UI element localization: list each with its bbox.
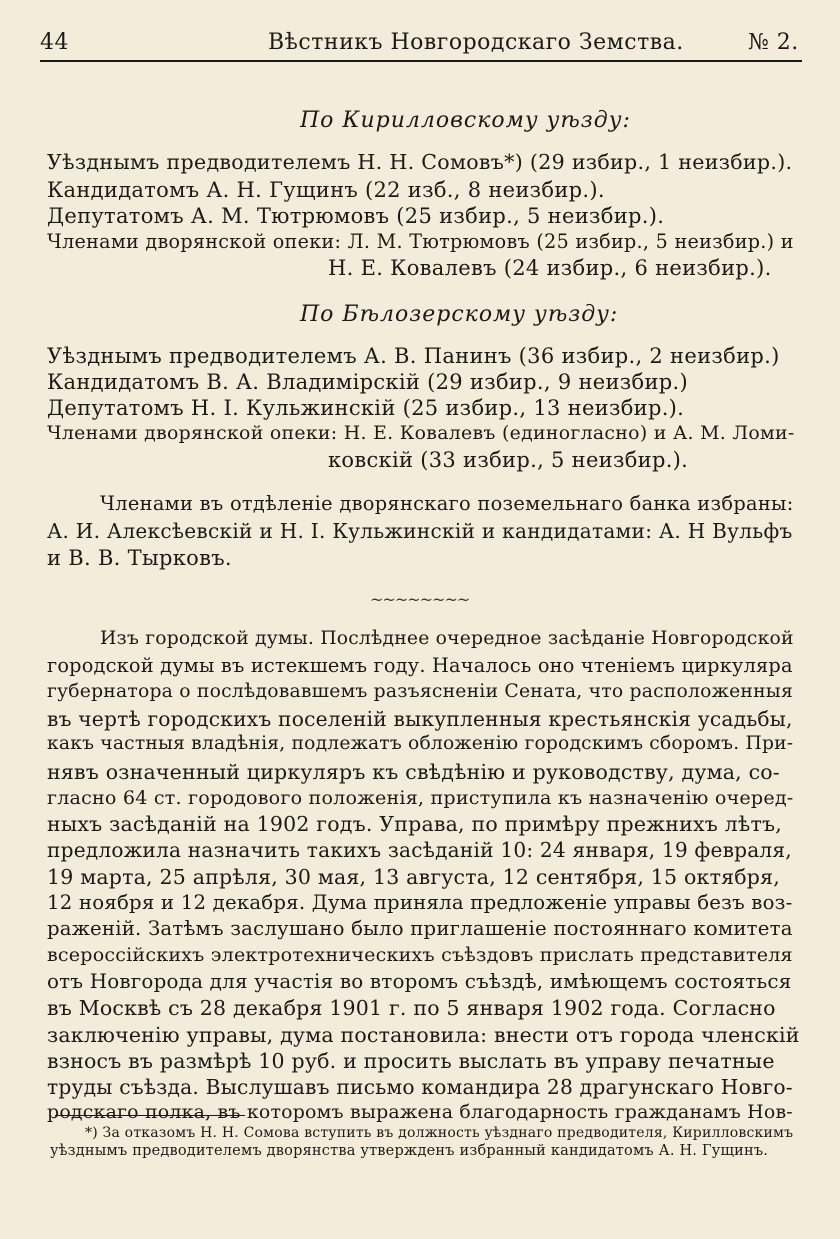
journal-title: Вѣстникъ Новгородскаго Земства. — [268, 30, 684, 55]
issue-number: № 2. — [748, 30, 799, 55]
footnote-line-2: уѣзднымъ предводителемъ дворянства утвержденъ избранный кандидатомъ А. Н. Гущинъ. — [50, 1143, 769, 1159]
kirillov-line-5: Н. Е. Ковалевъ (24 избир., 6 неизбир.). — [328, 256, 772, 280]
kirillov-line-2: Кандидатомъ А. Н. Гущинъ (22 изб., 8 неизбир.). — [47, 178, 605, 202]
belozersk-line-5: ковскій (33 избир., 5 неизбир.). — [328, 448, 689, 472]
city-duma-line: въ Москвѣ съ 28 декабря 1901 г. по 5 января 1902 года. Согласно — [47, 996, 776, 1021]
belozersk-line-1: Уѣзднымъ предводителемъ А. В. Панинъ (36 избир., 2 неизбир.) — [47, 344, 780, 368]
belozersk-line-4: Членами дворянской опеки: Н. Е. Ковалевъ (единогласно) и А. М. Ломи- — [47, 422, 795, 444]
bank-line-1: Членами въ отдѣленіе дворянскаго поземельнаго банка избраны: — [100, 492, 794, 515]
kirillov-line-4: Членами дворянской опеки: Л. М. Тютрюмовъ (25 избир., 5 неизбир.) и — [47, 230, 794, 253]
bank-line-2: А. И. Алексѣевскій и Н. І. Кульжинскій и кандидатами: А. Н Вульфъ — [47, 519, 793, 543]
city-duma-line: въ чертѣ городскихъ поселеній выкупленныя крестьянскія усадьбы, — [47, 706, 793, 731]
city-duma-line: 19 марта, 25 апрѣля, 30 мая, 13 августа, 12 сентября, 15 октября, — [47, 864, 780, 889]
city-duma-line: 12 ноября и 12 декабря. Дума приняла предложеніе управы безъ воз- — [47, 891, 793, 914]
belozersk-heading: По Бѣлозерскому уѣзду: — [300, 302, 619, 327]
page-number: 44 — [40, 30, 69, 55]
section-divider: ~~~~~~~~ — [370, 590, 470, 609]
city-duma-line: городской думы въ истекшемъ году. Началось оно чтеніемъ циркуляра — [47, 654, 793, 678]
city-duma-line: родскаго полка, въ которомъ выражена благодарность гражданамъ Нов- — [47, 1101, 793, 1124]
footnote-line-1: *) За отказомъ Н. Н. Сомова вступить въ должность уѣзднаго предводителя, Кирилловскимъ — [85, 1125, 794, 1141]
belozersk-line-2: Кандидатомъ В. А. Владимірскій (29 избир., 9 неизбир.) — [47, 370, 689, 394]
city-duma-line: взносъ въ размѣрѣ 10 руб. и просить выслать въ управу печатные — [47, 1048, 775, 1073]
city-duma-line: Изъ городской думы. Послѣднее очередное засѣданіе Новгородской — [100, 628, 794, 649]
city-duma-line: гласно 64 ст. городового положенія, приступила къ назначенію очеред- — [47, 785, 794, 809]
city-duma-line: раженій. Затѣмъ заслушано было приглашеніе постояннаго комитета — [47, 917, 793, 941]
belozersk-line-3: Депутатомъ Н. І. Кульжинскій (25 избир., 13 неизбир.). — [47, 396, 685, 420]
bank-line-3: и В. В. Тырковъ. — [47, 546, 232, 570]
city-duma-line: ныхъ засѣданій на 1902 годъ. Управа, по примѣру прежнихъ лѣтъ, — [47, 812, 782, 837]
footnote-rule — [55, 1115, 245, 1116]
kirillov-heading: По Кирилловскому уѣзду: — [300, 108, 631, 133]
kirillov-line-3: Депутатомъ А. М. Тютрюмовъ (25 избир., 5 неизбир.). — [47, 204, 665, 228]
city-duma-line: труды съѣзда. Выслушавъ письмо командира 28 драгунскаго Новго- — [47, 1075, 793, 1100]
city-duma-line: всероссійскихъ электротехническихъ съѣздовъ прислать представителя — [47, 943, 793, 966]
kirillov-line-1: Уѣзднымъ предводителемъ Н. Н. Сомовъ*) (29 избир., 1 неизбир.). — [47, 150, 793, 174]
city-duma-line: какъ частныя владѣнія, подлежатъ обложенію городскимъ сборомъ. При- — [47, 733, 794, 755]
city-duma-line: отъ Новгорода для участія во второмъ съѣздѣ, имѣющемъ состояться — [47, 969, 792, 993]
header-rule — [40, 60, 802, 62]
city-duma-line: предложила назначить такихъ засѣданій 10: 24 января, 19 февраля, — [47, 838, 792, 863]
city-duma-line: нявъ означенный циркуляръ къ свѣдѣнію и руководству, дума, со- — [47, 759, 780, 784]
city-duma-line: заключенію управы, дума постановила: внести отъ города членскій — [47, 1022, 800, 1047]
city-duma-line: губернатора о послѣдовавшемъ разъясненіи Сената, что расположенныя — [47, 680, 793, 702]
